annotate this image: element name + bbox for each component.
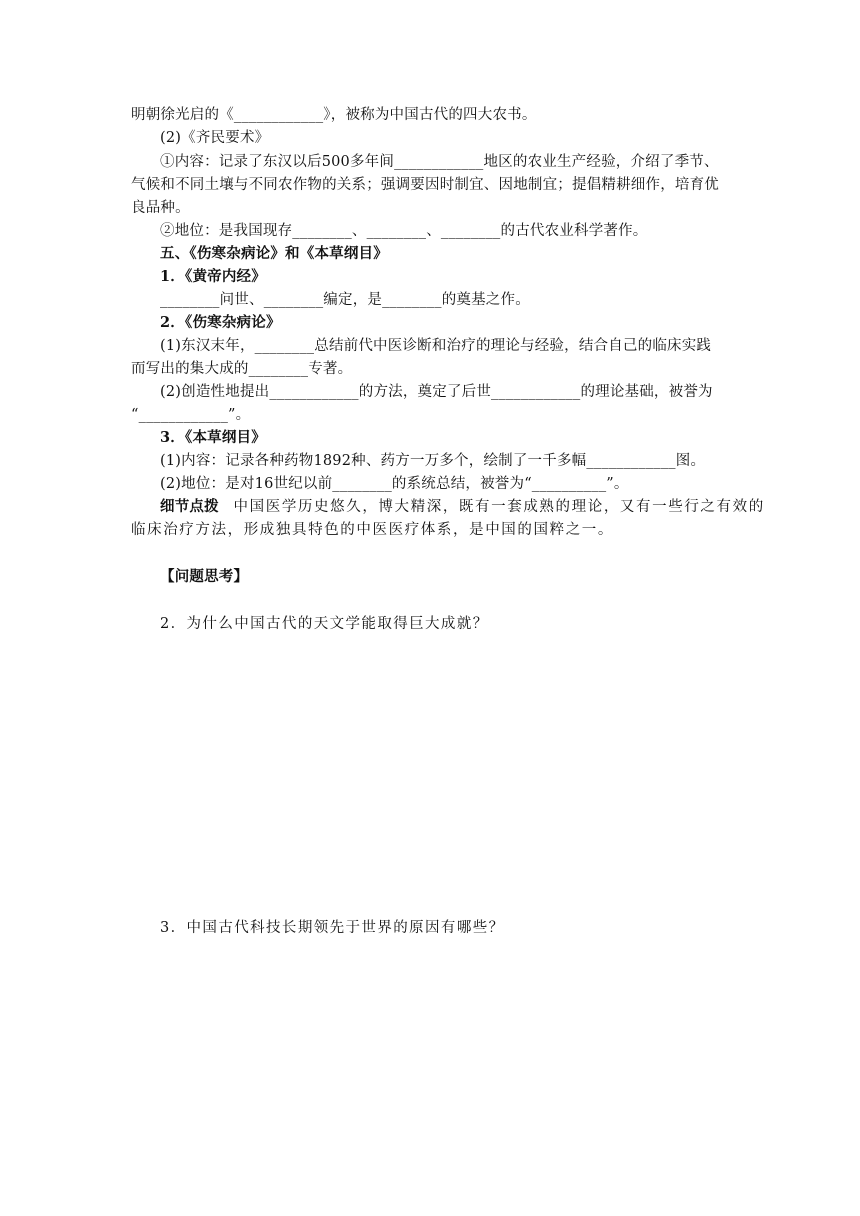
subheading-huangdi-neijing: 1．《黄帝内经》 — [160, 268, 266, 285]
section-heading-5: 五、《伤寒杂病论》和《本草纲目》 — [160, 245, 388, 262]
detail-tip-text: 中国医学历史悠久，博大精深，既有一套成熟的理论，又有一些行之有效的 — [233, 499, 765, 515]
text-line-5: 良品种。 — [131, 200, 190, 216]
text-line-11: (1)东汉末年，________总结前代中医诊断和治疗的理论与经验，结合自己的临床实践 — [160, 338, 712, 354]
text-line-9: ________问世、________编定，是________的奠基之作。 — [160, 292, 530, 308]
section-heading-questions: 【问题思考】 — [160, 568, 249, 585]
text-line-17: (2)地位：是对16世纪以前________的系统总结，被誉为“__________”。 — [160, 476, 629, 492]
question-3: 3．中国古代科技长期领先于世界的原因有哪些？ — [160, 920, 505, 936]
text-line-16: (1)内容：记录各种药物1892种、药方一万多个，绘制了一千多幅____________图。 — [160, 453, 706, 469]
question-2: 2．为什么中国古代的天文学能取得巨大成就？ — [160, 616, 489, 632]
text-line-13: (2)创造性地提出____________的方法，奠定了后世____________的理论基础，被誉为 — [160, 384, 713, 400]
text-line-14: “____________”。 — [131, 407, 251, 423]
detail-tip-line-1 — [160, 497, 765, 517]
text-line-4: 气候和不同土壤与不同农作物的关系；强调要因时制宜、因地制宜；提倡精耕细作，培育优 — [131, 177, 719, 193]
text-line-1: 明朝徐光启的《____________》，被称为中国古代的四大农书。 — [131, 107, 537, 123]
detail-tip-line-2: 临床治疗方法，形成独具特色的中医医疗体系，是中国的国粹之一。 — [131, 522, 614, 538]
subheading-qimin-yaoshu: (2)《齐民要术》 — [160, 130, 270, 146]
subheading-bencao-gangmu: 3．《本草纲目》 — [160, 429, 266, 446]
text-line-12: 而写出的集大成的________专著。 — [131, 361, 353, 377]
detail-tip-label: 细节点拨 — [160, 498, 219, 515]
text-line-6: ②地位：是我国现存________、________、________的古代农业科学著作。 — [160, 223, 648, 239]
subheading-shanghan-zabing-lun: 2．《伤寒杂病论》 — [160, 314, 281, 331]
text-line-3: ①内容：记录了东汉以后500多年间____________地区的农业生产经验，介绍了季节、 — [160, 154, 719, 170]
